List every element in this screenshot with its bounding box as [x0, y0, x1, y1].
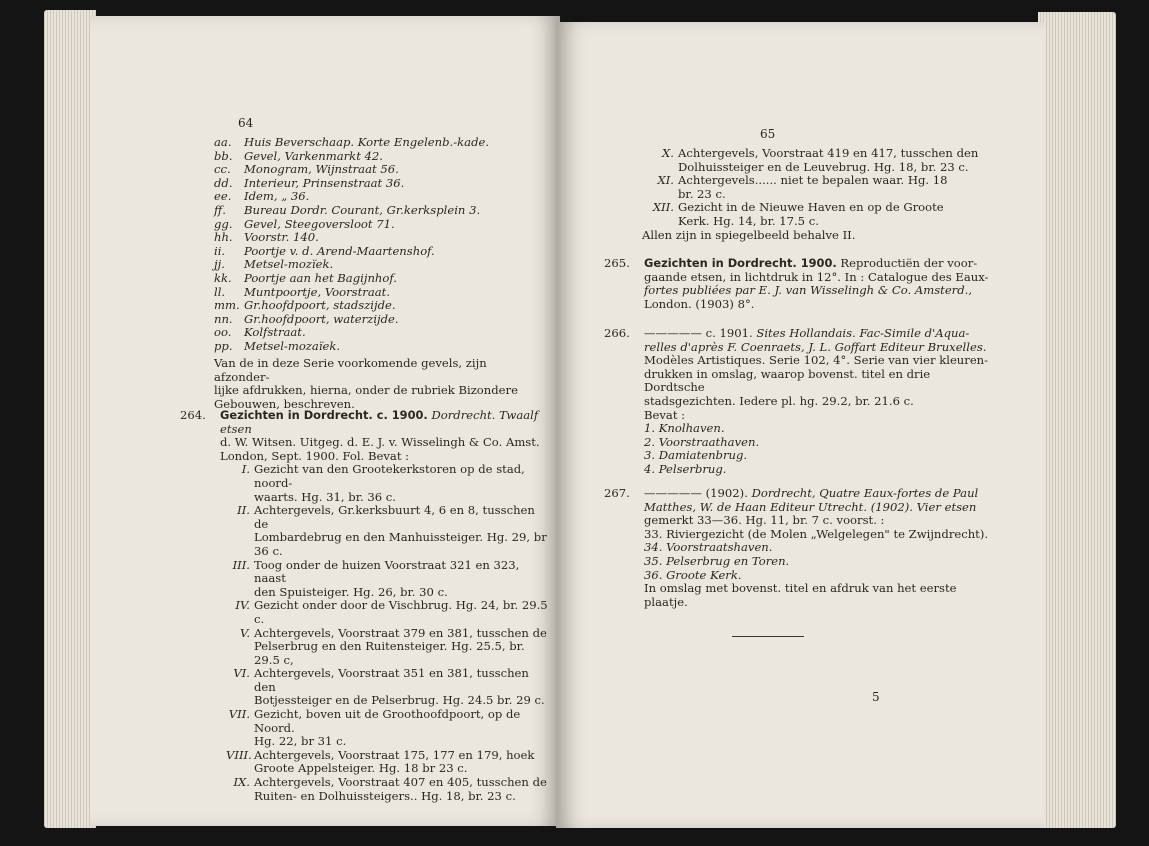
list-item [214, 163, 534, 177]
sub-item-line [220, 694, 550, 708]
sub-item-line [220, 559, 550, 586]
item-text: Achtergevels, Voorstraat 419 en 417, tusschen den [678, 146, 979, 160]
item-text: Gevel, Varkenmarkt 42. [244, 148, 383, 163]
item-text: Muntpoortje, Voorstraat. [244, 284, 391, 299]
item-label: ii. [214, 243, 226, 258]
right-page [556, 22, 1044, 828]
item-text: Achtergevels, Voorstraat 175, 177 en 179, hoek [254, 747, 535, 762]
item-text: Monogram, Wijnstraat 56. [244, 162, 399, 177]
entry-heading: Gezichten in Dordrecht. c. 1900. [220, 408, 428, 422]
sub-item-line [220, 504, 550, 531]
sub-item-line [644, 147, 984, 161]
roman-numeral: IV. [235, 598, 250, 613]
entry-heading: ————— (1902). [644, 486, 748, 500]
list-item [214, 286, 534, 300]
list-item [214, 177, 534, 191]
item-label: ee. [214, 189, 232, 204]
list-item [214, 204, 534, 218]
item-label: oo. [214, 325, 232, 340]
item-text: Metsel-mozïek. [244, 257, 334, 272]
list-item [214, 136, 534, 150]
note-line: Gebouwen, beschreven. [214, 396, 355, 411]
item-text: Gezicht in de Nieuwe Haven en op de Groote [678, 200, 944, 215]
sub-item-line [644, 161, 984, 175]
entry-line: London, Sept. 1900. Fol. Bevat : [220, 448, 410, 463]
item-text: Idem, „ 36. [244, 189, 310, 204]
list-item [214, 313, 534, 327]
item-text: Achtergevels, Voorstraat 351 en 381, tusschen den [254, 666, 529, 694]
entry-line: drukken in omslag, waarop bovenst. titel en drie Dordtsche [644, 366, 931, 395]
sub-item-line [220, 708, 550, 735]
item-text: Metsel-mozaïek. [244, 338, 341, 353]
item-label: nn. [214, 311, 233, 326]
item-text: Groote Appelsteiger. Hg. 18 br 23 c. [254, 761, 468, 776]
divider-rule [732, 636, 804, 637]
sub-item-line [220, 586, 550, 600]
entry-264 [180, 408, 550, 803]
sub-item-line [220, 762, 550, 776]
roman-numeral: IX. [233, 775, 250, 790]
item-label: ff. [214, 202, 226, 217]
item-text: Achtergevels, Voorstraat 407 en 405, tusschen de [254, 775, 547, 790]
plate-list [214, 136, 534, 354]
list-item [214, 272, 534, 286]
list-item [214, 150, 534, 164]
item-text: Gezicht onder door de Vischbrug. Hg. 24, br. 29.5 c. [254, 598, 548, 626]
list-item [214, 231, 534, 245]
item-label: cc. [214, 162, 231, 177]
entry-265 [604, 256, 989, 311]
list-item [214, 218, 534, 232]
roman-numeral: X. [662, 146, 674, 160]
entry-number: 265. [604, 256, 630, 270]
left-page [90, 16, 560, 826]
roman-numeral: VI. [233, 666, 250, 681]
item-label: gg. [214, 216, 233, 231]
item-text: Achtergevels...... niet te bepalen waar. Hg. 18 [678, 173, 948, 188]
item-text: Interieur, Prinsenstraat 36. [244, 175, 405, 190]
entry-items [220, 463, 550, 803]
item-text: Gezicht van den Grootekerkstoren op de stad, noord- [254, 462, 525, 490]
item-text: Poortje v. d. Arend-Maartenshof. [244, 243, 435, 258]
item-text: Achtergevels, Voorstraat 379 en 381, tusschen de [254, 625, 547, 640]
sub-item-line [644, 201, 984, 215]
list-item [214, 340, 534, 354]
entry-267 [604, 486, 994, 609]
list-item [214, 245, 534, 259]
sub-item-line [220, 627, 550, 641]
item-label: mm. [214, 298, 240, 313]
item-text: Kolfstraat. [244, 325, 306, 340]
item-text: Poortje aan het Bagijnhof. [244, 270, 397, 285]
entry-line: stadsgezichten. Iedere pl. hg. 29.2, br. 21.6 c. [644, 393, 914, 408]
entry-line: Reproductiën der voor- [836, 256, 978, 270]
entry-heading: ————— c. 1901. [644, 326, 753, 340]
entry-heading-rest: Dordrecht. Twaalf etsen [220, 408, 539, 436]
roman-numeral: VII. [228, 707, 250, 722]
sub-item-line [220, 735, 550, 749]
roman-numeral: II. [237, 503, 250, 518]
item-text: Huis Beverschaap. Korte Engelenb.-kade. [244, 135, 490, 149]
item-text: br. 23 c. [678, 186, 726, 201]
item-text: Gevel, Steegoversloot 71. [244, 216, 395, 231]
roman-numeral: XI. [657, 173, 674, 188]
list-item [214, 326, 534, 340]
entry-line: 36. Groote Kerk. [644, 567, 742, 582]
sub-item-line [644, 215, 984, 229]
item-text: Voorstr. 140. [244, 230, 319, 245]
list-item [214, 258, 534, 272]
entry-line: Sites Hollandais. Fac-Simile d'Aqua- [752, 326, 970, 340]
item-text: Toog onder de huizen Voorstraat 321 en 323, naast [254, 557, 520, 586]
list-item [214, 299, 534, 313]
item-text: Ruiten- en Dolhuissteigers.. Hg. 18, br. 23 c. [254, 788, 516, 803]
entry-line: gaande etsen, in lichtdruk in 12°. In : Catalogue des Eaux- [644, 269, 989, 284]
list-item [214, 190, 534, 204]
entry-number: 267. [604, 486, 630, 500]
item-text: Gr.hoofdpoort, waterzijde. [244, 311, 399, 326]
entry-264-continued [644, 147, 984, 242]
item-label: jj. [214, 257, 225, 272]
entry-number: 264. [180, 408, 206, 422]
entry-line: Matthes, W. de Haan Editeur Utrecht. (1902). Vier etsen [644, 499, 977, 514]
sub-item-line [220, 640, 550, 667]
roman-numeral: VIII. [226, 747, 252, 762]
list-item: 1. Knolhaven. [644, 421, 725, 436]
item-label: kk. [214, 270, 232, 285]
sub-item-line [220, 463, 550, 490]
entry-line: 33. Riviergezicht (de Molen „Welgelegen" te Zwijndrecht). [644, 526, 989, 541]
item-text: Bureau Dordr. Courant, Gr.kerksplein 3. [244, 202, 481, 217]
roman-numeral: I. [241, 462, 250, 477]
list-item: 4. Pelserbrug. [644, 461, 727, 476]
sub-item-line [644, 188, 984, 202]
item-text: Achtergevels, Gr.kerksbuurt 4, 6 en 8, tusschen de [254, 503, 535, 531]
item-text: Kerk. Hg. 14, br. 17.5 c. [678, 213, 819, 228]
mirror-note: Allen zijn in spiegelbeeld behalve II. [642, 227, 856, 242]
item-text: Gr.hoofdpoort, stadszijde. [244, 298, 396, 313]
item-label: dd. [214, 175, 233, 190]
series-note [214, 357, 544, 411]
list-item: 2. Voorstraathaven. [644, 434, 760, 449]
item-text: den Spuisteiger. Hg. 26, br. 30 c. [254, 584, 448, 599]
entry-line: 34. Voorstraatshaven. [644, 540, 773, 555]
entry-heading: Gezichten in Dordrecht. 1900. [644, 256, 837, 270]
page-number: 64 [238, 116, 254, 130]
entry-266 [604, 326, 989, 477]
item-label: pp. [214, 338, 233, 353]
page-edges-left [44, 10, 96, 828]
entry-items [644, 147, 984, 229]
entry-line: relles d'après F. Coenraets, J. L. Goffart Editeur Bruxelles. [644, 339, 987, 354]
list-item: 3. Damiatenbrug. [644, 448, 748, 463]
entry-line: 35. Pelserbrug en Toren. [644, 553, 790, 568]
sub-item-line [220, 749, 550, 763]
roman-numeral: III. [232, 557, 250, 572]
entry-line: Dordrecht, Quatre Eaux-fortes de Paul [747, 486, 979, 500]
item-text: Botjessteiger en de Pelserbrug. Hg. 24.5 br. 29 c. [254, 693, 545, 708]
item-text: Hg. 22, br 31 c. [254, 734, 347, 749]
entry-line: In omslag met bovenst. titel en afdruk van het eerste plaatje. [644, 581, 957, 609]
sub-item-line [220, 599, 550, 626]
sub-item-line [220, 776, 550, 790]
entry-line: London. (1903) 8°. [644, 296, 755, 311]
note-line: Van de in deze Serie voorkomende gevels, zijn afzonder- [214, 356, 487, 384]
item-label: bb. [214, 148, 233, 163]
entry-line: Bevat : [644, 407, 686, 422]
roman-numeral: XII. [652, 200, 674, 215]
note-line: lijke afdrukken, hierna, onder de rubriek Bizondere [214, 383, 518, 398]
sub-item-line [220, 790, 550, 804]
entry-line: d. W. Witsen. Uitgeg. d. E. J. v. Wisselingh & Co. Amst. [220, 435, 540, 450]
page-edges-right [1038, 12, 1116, 828]
entry-line: Modèles Artistiques. Serie 102, 4°. Serie van vier kleuren- [644, 353, 989, 368]
item-text: Gezicht, boven uit de Groothoofdpoort, op de Noord. [254, 707, 521, 735]
item-text: Pelserbrug en den Ruitensteiger. Hg. 25.5, br. 29.5 c, [254, 639, 525, 667]
item-label: hh. [214, 230, 233, 245]
item-text: Lombardebrug en den Manhuissteiger. Hg. 29, br 36 c. [254, 530, 547, 558]
sub-item-line [220, 491, 550, 505]
item-text: waarts. Hg. 31, br. 36 c. [254, 489, 396, 504]
item-label: aa. [214, 135, 232, 149]
item-label: ll. [214, 284, 226, 299]
roman-numeral: V. [239, 625, 250, 640]
sub-item-line [220, 531, 550, 558]
entry-line: gemerkt 33—36. Hg. 11, br. 7 c. voorst. : [644, 513, 885, 528]
entry-line: fortes publiées par E. J. van Wisselingh & Co. Amsterd., [644, 283, 973, 298]
entry-number: 266. [604, 326, 630, 340]
sub-item-line [644, 174, 984, 188]
signature-mark: 5 [872, 690, 880, 704]
page-number: 65 [760, 127, 776, 141]
item-text: Dolhuissteiger en de Leuvebrug. Hg. 18, br. 23 c. [678, 159, 969, 174]
sub-item-line [220, 667, 550, 694]
